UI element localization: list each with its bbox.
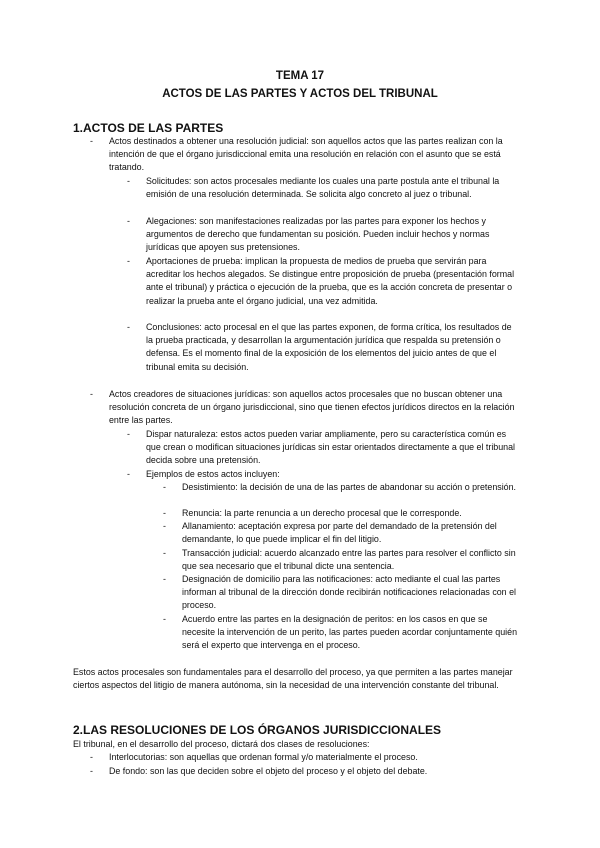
closing-paragraph: Estos actos procesales son fundamentales para el desarrollo del proceso, ya que permiten a las partes manejar ciertos aspectos del litigio de manera autónoma, sin la necesidad de una intervención constante del tribunal.	[73, 667, 513, 691]
bullet-dash: -	[90, 136, 93, 146]
sub-item-alegaciones: Alegaciones: son manifestaciones realizadas por las partes para exponer los hechos y argumentos de derecho que fundamentan su posición. Pueden incluir hechos y normas jurídicas que apoyen sus pretensiones.	[146, 216, 490, 253]
bullet-dash: -	[163, 521, 166, 531]
list-item-de-fondo: De fondo: son las que deciden sobre el objeto del proceso y el objeto del debate.	[109, 766, 428, 776]
example-allanamiento: Allanamiento: aceptación expresa por parte del demandado de la pretensión del demandante, lo que puede implicar el fin del litigio.	[182, 521, 497, 545]
sub-item-aportaciones-prueba: Aportaciones de prueba: implican la propuesta de medios de prueba que servirán para acreditar los hechos alegados. Se distingue entre proposición de prueba (presentación formal ante el tribunal) y práctica o ejecución de la prueba, que es la acción concreta de presentar o realizar la prueba ante el órgano judicial, una vez admitida.	[146, 256, 515, 306]
document-title-number: TEMA 17	[275, 70, 325, 82]
example-desistimiento: Desistimiento: la decisión de una de las partes de abandonar su acción o pretensión.	[182, 482, 517, 492]
section-heading-actos-partes: 1.ACTOS DE LAS PARTES	[73, 121, 224, 135]
sub-item-dispar-naturaleza: Dispar naturaleza: estos actos pueden variar ampliamente, pero su característica común es que crean o modifican situaciones jurídicas sin estar orientados directamente a que el tribunal decida sobre una pretensión.	[146, 429, 516, 466]
bullet-dash: -	[163, 508, 166, 518]
bullet-dash: -	[163, 548, 166, 558]
bullet-dash: -	[127, 469, 130, 479]
list-item-actos-creadores: Actos creadores de situaciones jurídicas: son aquellos actos procesales que no buscan obtener una resolución concreta de un órgano jurisdiccional, sino que tienen efectos jurídicos directos en la relación entre las partes.	[109, 389, 515, 426]
bullet-dash: -	[127, 429, 130, 439]
section2-intro: El tribunal, en el desarrollo del proceso, dictará dos clases de resoluciones:	[73, 739, 370, 749]
bullet-dash: -	[163, 614, 166, 624]
example-acuerdo-peritos: Acuerdo entre las partes en la designación de peritos: en los casos en que se necesite la intervención de un perito, las partes pueden acordar conjuntamente quién será el experto que intervenga en el proceso.	[182, 614, 518, 651]
example-transaccion-judicial: Transacción judicial: acuerdo alcanzado entre las partes para resolver el conflicto sin que sea necesario que el tribunal dicte una sentencia.	[182, 548, 516, 572]
document-title: ACTOS DE LAS PARTES Y ACTOS DEL TRIBUNAL	[162, 88, 438, 100]
bullet-dash: -	[127, 256, 130, 266]
bullet-dash: -	[163, 482, 166, 492]
sub-item-solicitudes: Solicitudes: son actos procesales mediante los cuales una parte postula ante el tribunal la emisión de una resolución determinada. Se solicita algo concreto al juez o tribunal.	[146, 176, 500, 200]
bullet-dash: -	[90, 752, 93, 762]
section-heading-resoluciones: 2.LAS RESOLUCIONES DE LOS ÓRGANOS JURISDICCIONALES	[73, 723, 442, 737]
bullet-dash: -	[127, 216, 130, 226]
list-item-actos-destinados: Actos destinados a obtener una resolución judicial: son aquellos actos que las partes realizan con la intención de que el órgano jurisdiccional emita una resolución en relación con el asunto que se está tratando.	[109, 136, 503, 173]
bullet-dash: -	[90, 389, 93, 399]
bullet-dash: -	[127, 322, 130, 332]
example-designacion-domicilio: Designación de domicilio para las notificaciones: acto mediante el cual las partes informan al tribunal de la dirección donde recibirán notificaciones relacionadas con el proceso.	[182, 574, 516, 611]
example-renuncia: Renuncia: la parte renuncia a un derecho procesal que le corresponde.	[182, 508, 462, 518]
list-item-interlocutorias: Interlocutorias: son aquellas que ordenan formal y/o materialmente el proceso.	[109, 752, 418, 762]
bullet-dash: -	[163, 574, 166, 584]
sub-item-conclusiones: Conclusiones: acto procesal en el que las partes exponen, de forma crítica, los resultados de la prueba practicada, y desarrollan la argumentación jurídica que respalda su pretensión o defensa. Es el momento final de la exposición de los elementos del juicio antes de que el tribunal emita su decisión.	[146, 322, 512, 372]
sub-item-ejemplos: Ejemplos de estos actos incluyen:	[146, 469, 280, 479]
bullet-dash: -	[127, 176, 130, 186]
bullet-dash: -	[90, 766, 93, 776]
